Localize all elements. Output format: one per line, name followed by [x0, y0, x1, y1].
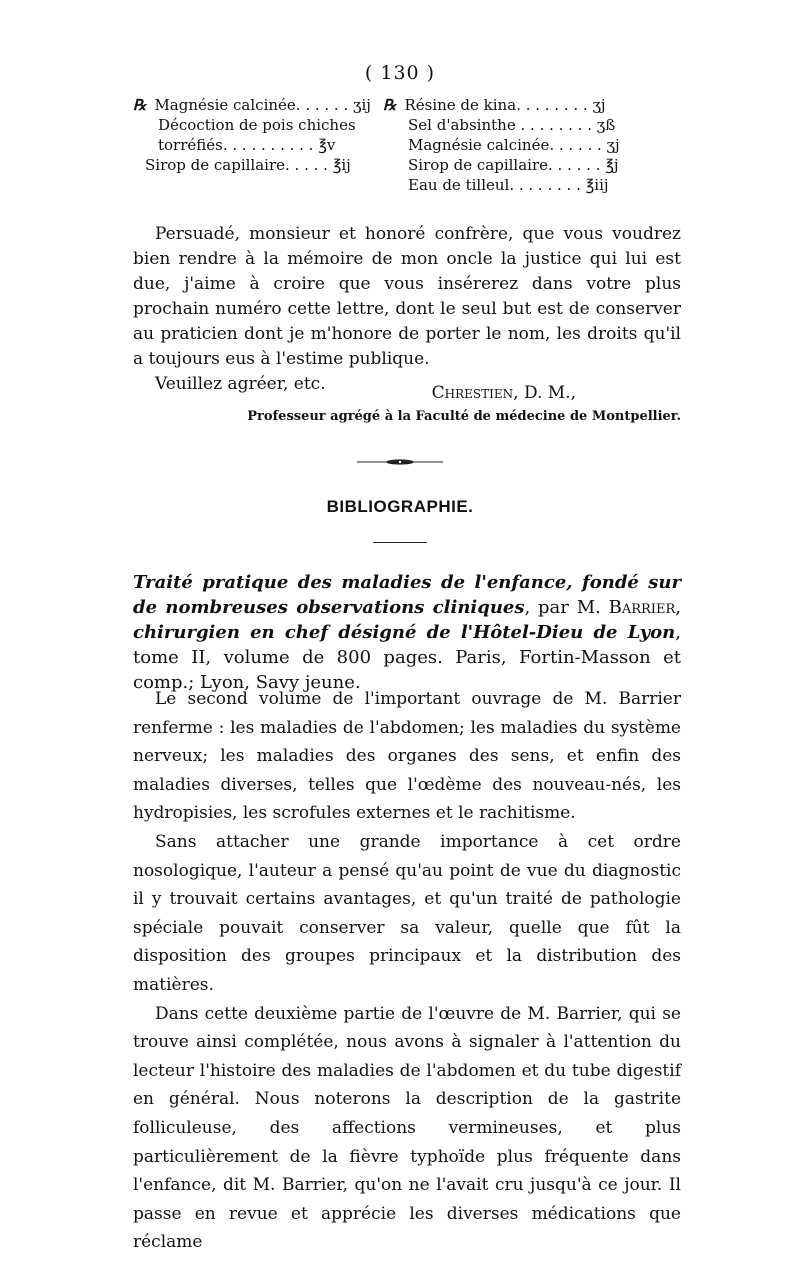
publication-details: , tome II, volume de 800 pages. Paris, Fortin-Masson et comp.; Lyon, Savy jeune.	[133, 622, 681, 693]
reference-connector: , par M.	[524, 597, 609, 618]
signature	[133, 383, 681, 424]
recipe-symbol-icon: ℞	[133, 96, 147, 114]
prescription-left	[133, 95, 375, 175]
recipe-symbol-icon: ℞	[383, 96, 397, 114]
review-paragraph: Le second volume de l'important ouvrage de M. Barrier renferme : les maladies de l'abdomen; les maladies du système nerveux; les maladies des organes des sens, et enfin des maladies diverses, telles que l'œdème des nouveau-nés, les hydropisies, les scrofules externes et le rachitisme.	[133, 689, 681, 824]
prescription-line: Sirop de capillaire. . . . . ℥ij	[145, 156, 351, 174]
book-reference	[133, 570, 681, 695]
prescription-line	[383, 95, 683, 115]
review-paragraph: Sans attacher une grande importance à cet ordre nosologique, l'auteur a pensé qu'au point de vue du diagnostic il y trouvait certains avantages, et qu'un traité de pathologie spéciale pouvait conserver sa valeur, quelle que fût la disposition des groupes principaux et la distribution des matières.	[133, 831, 681, 995]
review-paragraph: Dans cette deuxième partie de l'œuvre de M. Barrier, qui se trouve ainsi complétée, nous avons à signaler à l'attention du lecteur l'histoire des maladies de l'abdomen et du tube digestif en général. Nous noterons la description de la gastrite folliculeuse, des affections vermineuses, et plus particulièrement de la fièvre typhoïde plus fréquente dans l'enfance, dit M. Barrier, qu'on ne l'avait cru jusqu'à ce jour. Il passe en revue et apprécie les diverses médications que réclame	[133, 1003, 681, 1253]
section-title: BIBLIOGRAPHIE.	[326, 497, 474, 516]
prescription-line: torréfiés. . . . . . . . . . ℥v	[158, 136, 336, 154]
reference-separator: ,	[675, 597, 681, 618]
review-body	[133, 685, 681, 1257]
letter-body	[133, 222, 681, 397]
book-author: Barrier	[608, 597, 676, 618]
prescription-line	[133, 95, 375, 115]
signature-name: Chrestien, D. M.,	[431, 383, 576, 403]
prescription-line: Décoction de pois chiches	[158, 116, 356, 134]
title-rule	[373, 542, 427, 543]
page-number: ( 130 )	[364, 62, 436, 84]
ornament-divider-icon	[357, 458, 443, 466]
book-title: Traité pratique des maladies de l'enfance, fondé sur de nombreuses observations cliniques	[133, 572, 681, 618]
letter-paragraph: Persuadé, monsieur et honoré confrère, que vous voudrez bien rendre à la mémoire de mon oncle la justice qui lui est due, j'aime à croire que vous insérerez dans votre plus prochain numéro cette lettre, dont le seul but est de conserver au praticien dont je m'honore de porter le nom, les droits qu'il a toujours eus à l'estime publique.	[133, 224, 681, 369]
prescription-item: Magnésie calcinée. . . . . . ʒij	[154, 96, 371, 114]
prescription-right	[383, 95, 683, 195]
prescription-line: Sirop de capillaire. . . . . . ℥j	[408, 156, 619, 174]
letter-closing: Veuillez agréer, etc.	[155, 374, 326, 394]
prescription-line: Magnésie calcinée. . . . . . ʒj	[408, 136, 620, 154]
signature-affiliation: Professeur agrégé à la Faculté de médecine de Montpellier.	[247, 409, 681, 424]
author-role: chirurgien en chef désigné de l'Hôtel-Dieu de Lyon	[133, 622, 676, 643]
prescription-line: Sel d'absinthe . . . . . . . . ʒß	[408, 116, 616, 134]
prescription-item: Résine de kina. . . . . . . . ʒj	[404, 96, 606, 114]
prescription-line: Eau de tilleul. . . . . . . . ℥iij	[408, 176, 609, 194]
